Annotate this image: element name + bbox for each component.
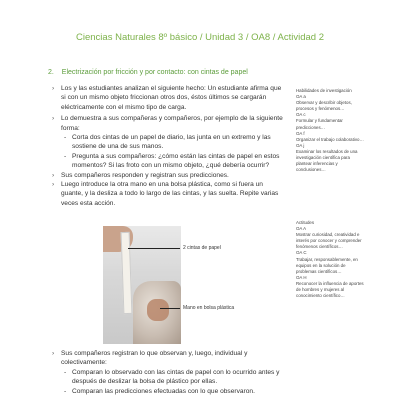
chevron-bullet-icon: › xyxy=(52,171,55,179)
section-title xyxy=(48,69,248,76)
chevron-bullet-icon: › xyxy=(52,85,55,92)
bullet-item: › Luego introduce la otra mano en una bolsa plástica, como si fuera un guante, y la desliza a todo lo largo de las cintas, y las suelta. Repite varias veces esta acción. xyxy=(52,181,279,207)
sidebar-skills: Habilidades de investigación OA a Observar y describir objetos, procesos y fenómenos… OA c Formular y fundamentar predicciones… OA f Organizar el trabajo colaborativo… OA j Examinar los resultados de una investigación científica para plantear inferencias y conclusiones… xyxy=(296,88,364,173)
bullet-item: › Lo demuestra a sus compañeras y compañeros, por ejemplo de la siguiente forma: xyxy=(52,115,283,132)
bullet-item: › Los y las estudiantes analizan el siguiente hecho: Un estudiante afirma que si con un mismo objeto friccionan otros dos, éstos últimos se cargarán eléctricamente con el mismo tipo de carga. xyxy=(52,85,282,111)
activity-body xyxy=(52,84,284,208)
hand-in-bag-shape xyxy=(147,299,169,321)
sub-item: - Comparan las predicciones efectuadas con lo que observaron. xyxy=(64,387,255,395)
chevron-bullet-icon: › xyxy=(52,181,55,189)
page-header: Ciencias Naturales 8º básico / Unidad 3 / OA8 / Actividad 2 xyxy=(76,32,324,43)
sub-item: - Comparan lo observado con las cintas de papel con lo ocurrido antes y después de deslizar la bolsa de plástico por ellas. xyxy=(64,368,280,386)
chevron-bullet-icon: › xyxy=(52,350,55,357)
section-title-text: Electrización por fricción y por contacto: con cintas de papel xyxy=(61,69,248,76)
pointer-line xyxy=(160,308,180,309)
dash-bullet-icon: - xyxy=(64,368,67,376)
bullet-item: › Sus compañeros responden y registran sus predicciones. xyxy=(52,171,229,179)
activity-continuation xyxy=(52,349,292,396)
section-number: 2. xyxy=(48,69,54,76)
figure-label-bag: Mano en bolsa plástica xyxy=(183,305,235,311)
chevron-bullet-icon: › xyxy=(52,115,55,123)
sidebar-attitudes: Actitudes OA A Mostrar curiosidad, creatividad e interés por conocer y comprender fenómenos científicos… OA C Trabajar, responsablemente, en equipos en la solución de problemas científicos… OA H Reconocer la influencia de aportes de hombres y mujeres al conocimiento científico… xyxy=(296,220,364,299)
figure-label-strips: 2 cintas de papel xyxy=(183,245,221,251)
bullet-item: › Sus compañeros registran lo que observan y, luego, individual y colectivamente: xyxy=(52,350,248,367)
demonstration-photo xyxy=(103,226,181,344)
sub-item: - Pregunta a sus compañeros: ¿cómo están las cintas de papel en estos momentos? Si las froto con un mismo objeto, ¿qué debería ocurrir? xyxy=(64,152,280,170)
pointer-line xyxy=(128,248,180,249)
sub-item: - Corta dos cintas de un papel de diario, las junta en un extremo y las sostiene de una de sus manos. xyxy=(64,134,271,151)
dash-bullet-icon: - xyxy=(64,152,67,160)
dash-bullet-icon: - xyxy=(64,387,67,395)
dash-bullet-icon: - xyxy=(64,134,67,142)
